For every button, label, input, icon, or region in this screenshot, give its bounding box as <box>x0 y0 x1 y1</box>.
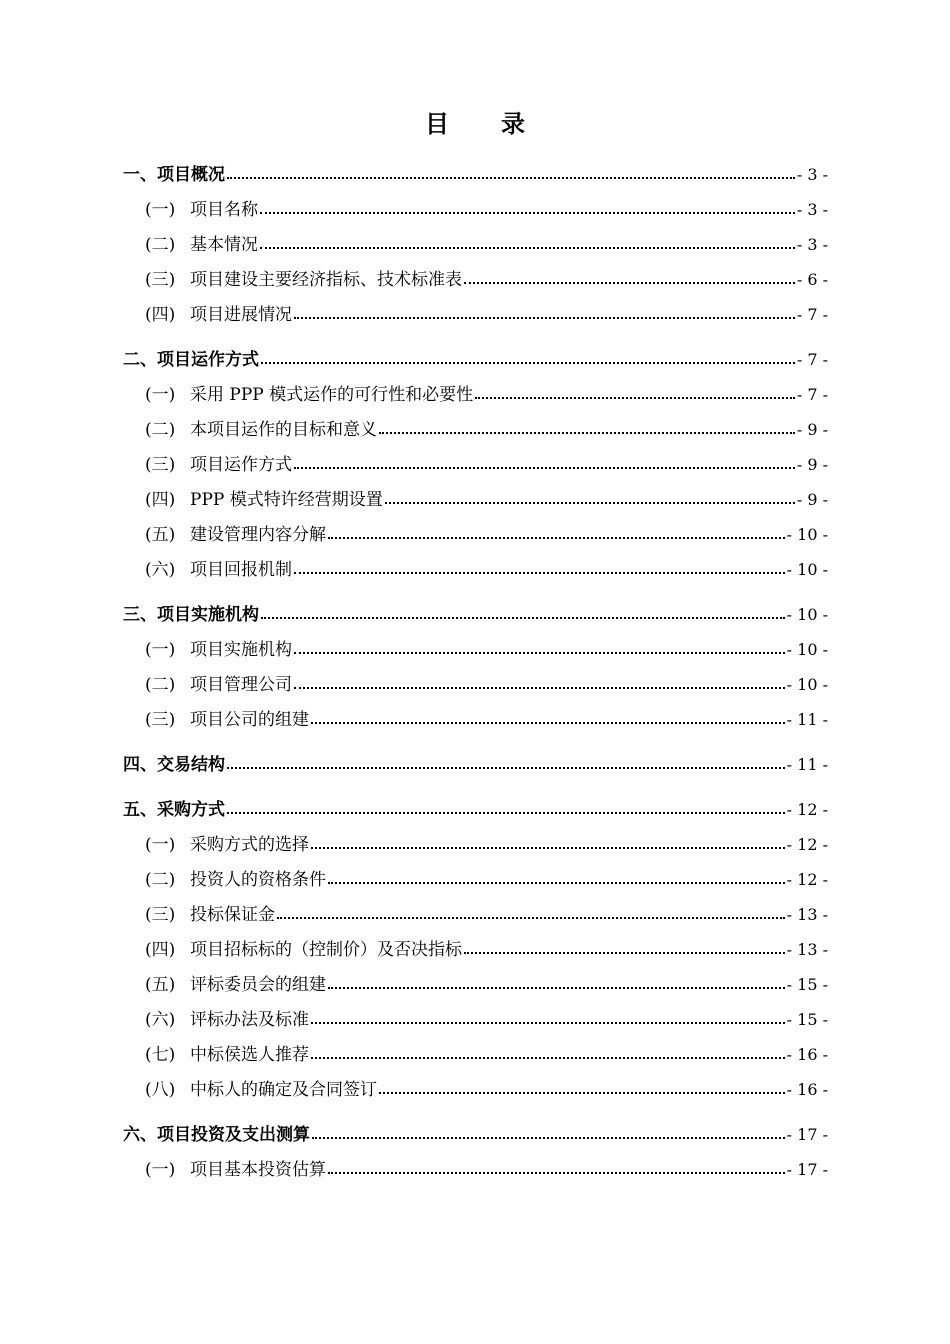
toc-entry-label: 项目招标标的（控制价）及否决指标 <box>190 940 462 960</box>
dot-leader <box>328 881 785 884</box>
dot-leader <box>379 431 795 434</box>
toc-entry-label: 项目进展情况 <box>190 305 292 325</box>
toc-entry-label: 中标人的确定及合同签订 <box>190 1080 377 1100</box>
toc-page-number: - 10 - <box>786 525 828 544</box>
toc-page-number: - 17 - <box>786 1125 828 1144</box>
toc-section-entry[interactable] <box>123 377 828 412</box>
toc-entry-label: 项目公司的组建 <box>190 710 309 730</box>
toc-section-entry[interactable] <box>123 1002 828 1037</box>
toc-entry-number: (四) <box>145 305 176 325</box>
toc-page-number: - 10 - <box>786 560 828 579</box>
toc-entry-number: (二) <box>145 675 176 695</box>
toc-title <box>0 106 950 142</box>
toc-page-number: - 3 - <box>796 200 828 219</box>
toc-entry-label: 评标办法及标准 <box>190 1010 309 1030</box>
toc-entry-number: (一) <box>145 835 176 855</box>
dot-leader <box>464 281 795 284</box>
toc-page-number: - 12 - <box>786 870 828 889</box>
toc-page-number: - 7 - <box>796 385 828 404</box>
toc-entry-label: PPP 模式特许经营期设置 <box>190 490 383 510</box>
toc-chapter-entry[interactable] <box>123 597 828 632</box>
toc-entry-number: (六) <box>145 1010 176 1030</box>
toc-page-number: - 3 - <box>796 235 828 254</box>
toc-page-number: - 10 - <box>786 675 828 694</box>
toc-page-number: - 16 - <box>786 1045 828 1064</box>
toc-entry-number: (一) <box>145 640 176 660</box>
toc-page-number: - 7 - <box>796 350 828 369</box>
toc-page-number: - 6 - <box>796 270 828 289</box>
toc-entry-label: 采用 PPP 模式运作的可行性和必要性 <box>190 385 474 405</box>
toc-section-entry[interactable] <box>123 827 828 862</box>
toc-entry-number: (三) <box>145 905 176 925</box>
toc-section-entry[interactable] <box>123 862 828 897</box>
toc-section-entry[interactable] <box>123 412 828 447</box>
dot-leader <box>261 361 795 364</box>
toc-page-number: - 11 - <box>786 755 828 774</box>
toc-entry-number: (二) <box>145 870 176 890</box>
toc-entry-number: (五) <box>145 975 176 995</box>
toc-entry-label: 投资人的资格条件 <box>190 870 326 890</box>
dot-leader <box>260 246 795 249</box>
toc-page-number: - 9 - <box>796 455 828 474</box>
dot-leader <box>261 616 785 619</box>
toc-section-entry[interactable] <box>123 1037 828 1072</box>
toc-entry-number: (八) <box>145 1080 176 1100</box>
dot-leader <box>294 571 785 574</box>
dot-leader <box>277 916 785 919</box>
toc-section-entry[interactable] <box>123 967 828 1002</box>
toc-section-entry[interactable] <box>123 482 828 517</box>
toc-entry-label: 中标侯选人推荐 <box>190 1045 309 1065</box>
toc-entry-label: 项目建设主要经济指标、技术标准表 <box>190 270 462 290</box>
dot-leader <box>311 846 785 849</box>
dot-leader <box>294 651 785 654</box>
toc-entry-label: 评标委员会的组建 <box>190 975 326 995</box>
toc-entry-label: 投标保证金 <box>190 905 275 925</box>
toc-entry-label: 项目回报机制 <box>190 560 292 580</box>
toc-page-number: - 12 - <box>786 835 828 854</box>
dot-leader <box>379 1091 785 1094</box>
toc-chapter-entry[interactable] <box>123 747 828 782</box>
toc-section-entry[interactable] <box>123 632 828 667</box>
toc-section-entry[interactable] <box>123 1072 828 1107</box>
toc-entry-label: 采购方式的选择 <box>190 835 309 855</box>
toc-entry-number: (五) <box>145 525 176 545</box>
dot-leader <box>227 811 785 814</box>
toc-page-number: - 3 - <box>796 165 828 184</box>
toc-page-number: - 9 - <box>796 490 828 509</box>
dot-leader <box>227 176 795 179</box>
toc-section-entry[interactable] <box>123 667 828 702</box>
dot-leader <box>311 721 785 724</box>
toc-section-entry[interactable] <box>123 262 828 297</box>
toc-section-entry[interactable] <box>123 897 828 932</box>
toc-section-entry[interactable] <box>123 517 828 552</box>
toc-title-char-2: 录 <box>501 110 525 138</box>
toc-entry-label: 本项目运作的目标和意义 <box>190 420 377 440</box>
dot-leader <box>385 501 795 504</box>
dot-leader <box>294 316 795 319</box>
toc-title-char-1: 目 <box>425 110 449 138</box>
toc-entry-label: 六、项目投资及支出测算 <box>123 1125 310 1145</box>
toc-entry-number: (三) <box>145 270 176 290</box>
toc-entry-number: (三) <box>145 455 176 475</box>
dot-leader <box>260 211 795 214</box>
toc-entry-number: (四) <box>145 940 176 960</box>
toc-section-entry[interactable] <box>123 552 828 587</box>
dot-leader <box>328 1171 785 1174</box>
toc-entry-number: (四) <box>145 490 176 510</box>
toc-entry-number: (一) <box>145 200 176 220</box>
toc-page-number: - 11 - <box>786 710 828 729</box>
toc-page-number: - 10 - <box>786 605 828 624</box>
toc-page-number: - 16 - <box>786 1080 828 1099</box>
toc-page-number: - 9 - <box>796 420 828 439</box>
toc-page-number: - 17 - <box>786 1160 828 1179</box>
toc-chapter-entry[interactable] <box>123 157 828 192</box>
toc-entry-number: (六) <box>145 560 176 580</box>
toc-page-number: - 15 - <box>786 1010 828 1029</box>
dot-leader <box>464 951 785 954</box>
table-of-contents <box>123 157 828 1187</box>
toc-section-entry[interactable] <box>123 447 828 482</box>
toc-page-number: - 13 - <box>786 905 828 924</box>
toc-chapter-entry[interactable] <box>123 342 828 377</box>
dot-leader <box>311 1021 785 1024</box>
toc-page-number: - 15 - <box>786 975 828 994</box>
toc-entry-label: 五、采购方式 <box>123 800 225 820</box>
toc-entry-label: 一、项目概况 <box>123 165 225 185</box>
toc-entry-number: (二) <box>145 420 176 440</box>
toc-section-entry[interactable] <box>123 932 828 967</box>
toc-entry-label: 项目基本投资估算 <box>190 1160 326 1180</box>
dot-leader <box>294 466 795 469</box>
toc-entry-number: (三) <box>145 710 176 730</box>
toc-section-entry[interactable] <box>123 227 828 262</box>
dot-leader <box>312 1136 785 1139</box>
toc-section-entry[interactable] <box>123 192 828 227</box>
dot-leader <box>227 766 785 769</box>
toc-entry-number: (一) <box>145 1160 176 1180</box>
toc-entry-label: 项目运作方式 <box>190 455 292 475</box>
toc-entry-label: 基本情况 <box>190 235 258 255</box>
dot-leader <box>294 686 785 689</box>
toc-chapter-entry[interactable] <box>123 1117 828 1152</box>
dot-leader <box>328 536 785 539</box>
toc-entry-number: (一) <box>145 385 176 405</box>
toc-page-number: - 7 - <box>796 305 828 324</box>
toc-entry-number: (七) <box>145 1045 176 1065</box>
toc-page-number: - 10 - <box>786 640 828 659</box>
toc-entry-label: 项目名称 <box>190 200 258 220</box>
toc-page-number: - 12 - <box>786 800 828 819</box>
dot-leader <box>328 986 785 989</box>
toc-entry-label: 项目管理公司 <box>190 675 292 695</box>
toc-section-entry[interactable] <box>123 297 828 332</box>
dot-leader <box>475 396 795 399</box>
toc-entry-number: (二) <box>145 235 176 255</box>
toc-entry-label: 项目实施机构 <box>190 640 292 660</box>
toc-chapter-entry[interactable] <box>123 792 828 827</box>
toc-section-entry[interactable] <box>123 702 828 737</box>
toc-entry-label: 建设管理内容分解 <box>190 525 326 545</box>
toc-entry-label: 四、交易结构 <box>123 755 225 775</box>
toc-entry-label: 三、项目实施机构 <box>123 605 259 625</box>
toc-section-entry[interactable] <box>123 1152 828 1187</box>
toc-entry-label: 二、项目运作方式 <box>123 350 259 370</box>
dot-leader <box>311 1056 785 1059</box>
toc-page-number: - 13 - <box>786 940 828 959</box>
